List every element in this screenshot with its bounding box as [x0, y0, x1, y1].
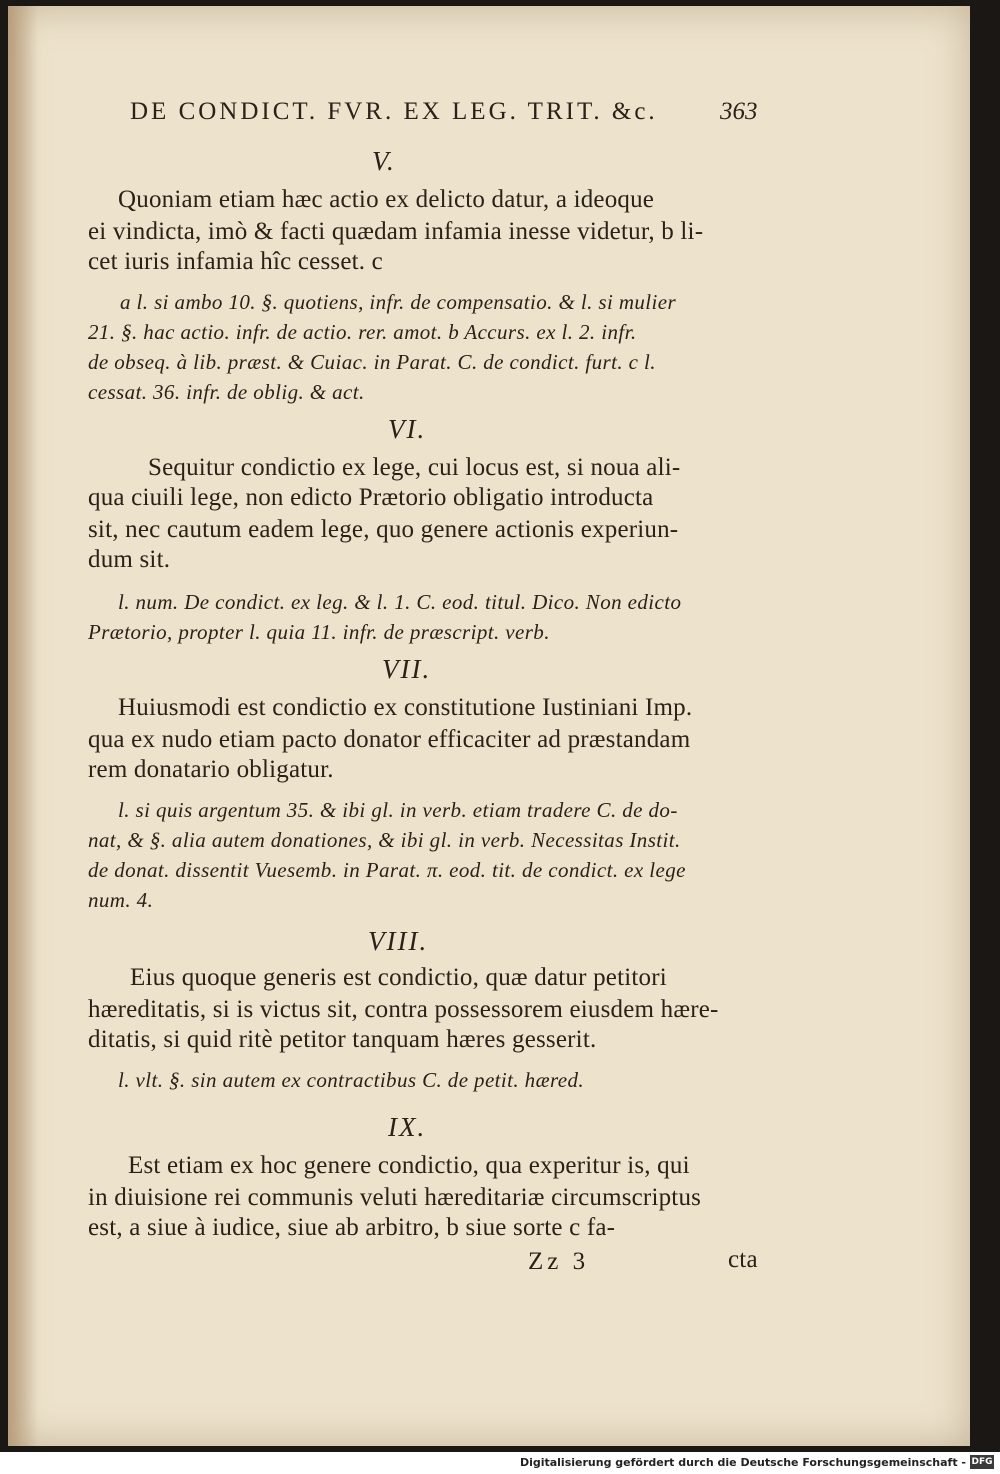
section-numeral: IX. [388, 1112, 427, 1142]
note-line: de obseq. à lib. præst. & Cuiac. in Parat. C. de condict. furt. c l. [88, 350, 656, 374]
note-line: l. vlt. §. sin autem ex contractibus C. de petit. hæred. [118, 1068, 585, 1092]
body-line: ditatis, si quid ritè petitor tanquam hæres gesserit. [88, 1026, 597, 1053]
dfg-logo: DFG [971, 1457, 993, 1467]
note-line: num. 4. [88, 888, 154, 912]
body-line: est, a siue à iudice, siue ab arbitro, b siue sorte c fa- [88, 1214, 616, 1241]
body-line: Quoniam etiam hæc actio ex delicto datur, a ideoque [118, 186, 655, 213]
section-numeral: VIII. [368, 926, 429, 956]
section-numeral: VI. [388, 414, 427, 444]
signature-mark: Zz 3 [528, 1248, 590, 1275]
catchword: cta [728, 1246, 758, 1273]
body-line: qua ciuili lege, non edicto Prætorio obligatio introducta [88, 484, 654, 511]
page-number: 363 [720, 98, 758, 125]
note-line: Prætorio, propter l. quia 11. infr. de præscript. verb. [88, 620, 550, 644]
note-line: 21. §. hac actio. infr. de actio. rer. amot. b Accurs. ex l. 2. infr. [88, 320, 637, 344]
footer-bar [0, 1452, 1000, 1474]
body-line: cet iuris infamia hîc cesset. c [88, 248, 383, 275]
body-line: dum sit. [88, 546, 171, 573]
funding-notice: Digitalisierung gefördert durch die Deutsche Forschungsgemeinschaft - [519, 1456, 966, 1469]
body-line: hæreditatis, si is victus sit, contra possessorem eiusdem hære- [88, 996, 719, 1023]
section-numeral: VII. [382, 654, 432, 684]
body-line: rem donatario obligatur. [88, 756, 334, 783]
body-line: sit, nec cautum eadem lege, quo genere actionis experiun- [88, 516, 679, 543]
note-line: l. num. De condict. ex leg. & l. 1. C. eod. titul. Dico. Non edicto [118, 590, 682, 614]
note-line: cessat. 36. infr. de oblig. & act. [88, 380, 365, 404]
note-line: a l. si ambo 10. §. quotiens, infr. de compensatio. & l. si mulier [120, 290, 677, 314]
body-line: ei vindicta, imò & facti quædam infamia inesse videtur, b li- [88, 218, 704, 245]
note-line: de donat. dissentit Vuesemb. in Parat. π. eod. tit. de condict. ex lege [88, 858, 686, 882]
note-line: l. si quis argentum 35. & ibi gl. in verb. etiam tradere C. de do- [118, 798, 678, 822]
body-line: Huiusmodi est condictio ex constitutione Iustiniani Imp. [118, 694, 693, 721]
body-line: Est etiam ex hoc genere condictio, qua experitur is, qui [128, 1152, 690, 1179]
page-gutter-shadow [8, 6, 38, 1446]
body-line: qua ex nudo etiam pacto donator efficaciter ad præstandam [88, 726, 691, 753]
section-numeral: V. [372, 146, 396, 176]
running-title: DE CONDICT. FVR. EX LEG. TRIT. &c. [130, 98, 658, 125]
body-line: Sequitur condictio ex lege, cui locus est, si noua ali- [148, 454, 681, 481]
body-line: in diuisione rei communis veluti hæreditariæ circumscriptus [88, 1184, 702, 1211]
note-line: nat, & §. alia autem donationes, & ibi gl. in verb. Necessitas Instit. [88, 828, 681, 852]
body-line: Eius quoque generis est condictio, quæ datur petitori [130, 964, 667, 991]
